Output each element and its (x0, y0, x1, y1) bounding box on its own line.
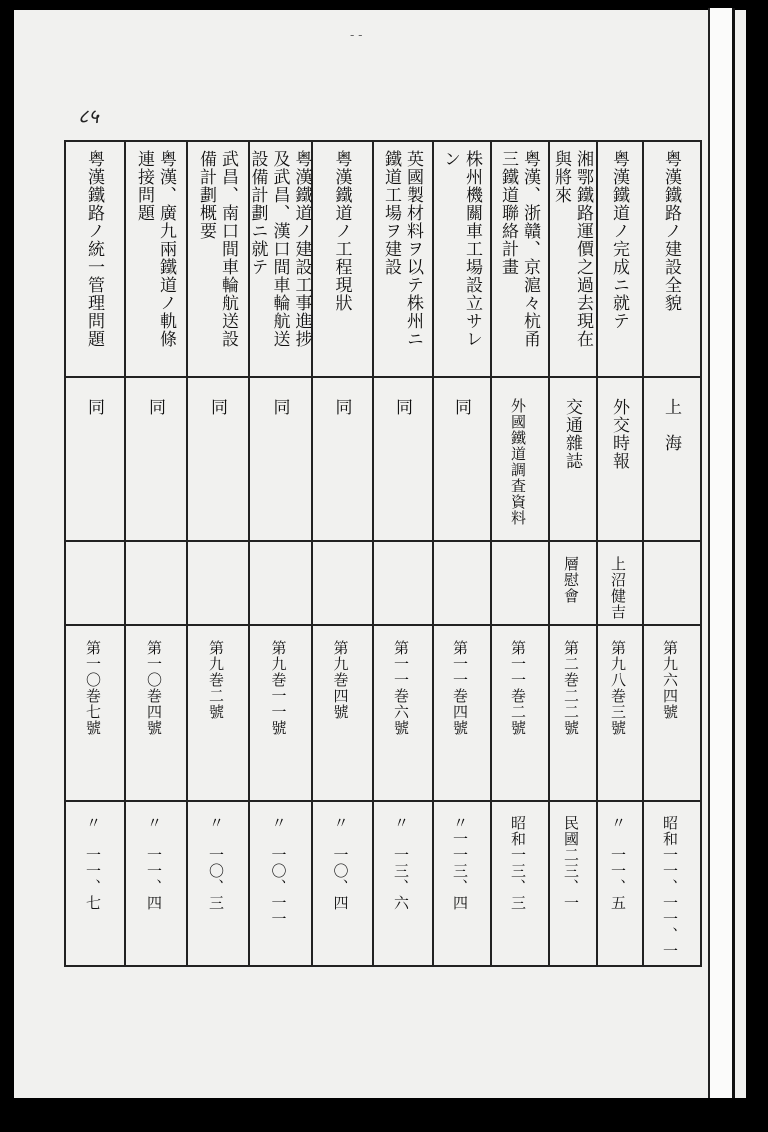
entry-date: 昭和一一、一一、一 (661, 815, 679, 959)
column-rule-4 (490, 140, 492, 966)
entry-date: 〃 一〇、三 (207, 815, 225, 911)
entry-volume: 第一〇巻四號 (145, 640, 163, 736)
entry-title-line: 粤漢、廣九兩鐵道ノ軌條 (156, 150, 176, 348)
entry-volume: 第九巻四號 (331, 640, 350, 720)
entry-title-line: 及武昌、漢口間車輪航送 (269, 150, 290, 348)
entry-title-line: 粤漢、浙贛、京滬々杭甬 (520, 150, 540, 348)
column-rule-10 (124, 140, 126, 966)
column-rule-2 (596, 140, 598, 966)
entry-source: 同 (331, 398, 352, 416)
entry-volume: 第九巻二號 (207, 640, 225, 720)
entry-volume: 第九巻一一號 (269, 640, 288, 736)
entry-volume: 第一一巻二號 (509, 640, 527, 736)
entry-title-line: 株州機關車工場設立サレ (462, 150, 482, 348)
column-rule-9 (186, 140, 188, 966)
rule-volume-bottom (64, 800, 702, 802)
column-rule-1 (642, 140, 644, 966)
entry-volume: 第二巻二二號 (562, 640, 580, 736)
entry-source: 同 (84, 398, 104, 416)
entry-title-line: 粤漢鐵道ノ建設工事進捗 (291, 150, 312, 348)
entry-title-line: 粤漢鐵路ノ統一管理問題 (84, 150, 104, 348)
entry-author: 上沼健吉 (609, 556, 627, 620)
entry-date: 〃 一〇、四 (331, 815, 350, 911)
entry-source: 交通雜誌 (562, 398, 582, 470)
entry-title-line: 粤漢鐵道ノ工程現狀 (331, 150, 352, 312)
entry-title-line: 粤漢鐵路ノ建設全貌 (661, 150, 681, 312)
entry-title-line: ン (440, 150, 460, 168)
column-rule-5 (432, 140, 434, 966)
entry-source: 上 海 (661, 398, 681, 452)
entry-source: 同 (392, 398, 412, 416)
entry-title-line: 粤漢鐵道ノ完成ニ就テ (609, 150, 629, 330)
entry-title-line: 連接問題 (134, 150, 154, 222)
entry-date: 〃 一一、五 (609, 815, 627, 911)
entry-volume: 第一〇巻七號 (84, 640, 102, 736)
entry-volume: 第九八巻三號 (609, 640, 627, 736)
entry-title-line: 設備計劃ニ就テ (247, 150, 268, 276)
column-rule-11 (64, 140, 66, 966)
column-rule-6 (372, 140, 374, 966)
column-rule-0 (700, 140, 702, 966)
entry-date: 〃 一一、七 (84, 815, 102, 911)
entry-source: 同 (269, 398, 290, 416)
rule-top (64, 140, 702, 142)
entry-date: 〃 一〇、一一 (269, 815, 288, 927)
entry-source: 外交時報 (609, 398, 629, 470)
rule-title-bottom (64, 376, 702, 378)
entry-date: 〃 一三、六 (392, 815, 410, 911)
entry-date: 民國二三、一 (562, 815, 580, 911)
entry-title-line: 武昌、南口間車輪航送設 (218, 150, 238, 348)
entry-source: 同 (207, 398, 227, 416)
entry-volume: 第九六四號 (661, 640, 679, 720)
entry-volume: 第一一巻六號 (392, 640, 410, 736)
entry-date: 〃一一三、四 (451, 815, 469, 911)
rule-author-bottom (64, 624, 702, 626)
entry-source: 同 (451, 398, 471, 416)
column-rule-3 (548, 140, 550, 966)
entry-title-line: 三鐵道聯絡計畫 (498, 150, 518, 276)
entry-title-line: 備計劃概要 (196, 150, 216, 240)
entry-title-line: 與將來 (551, 150, 571, 204)
page-edge-strip (708, 8, 735, 1098)
entry-date: 〃 一一、四 (145, 815, 163, 911)
entry-author: 層慰會 (562, 556, 580, 604)
rule-source-bottom (64, 540, 702, 542)
entry-title-line: 湘鄂鐵路運價之過去現在 (573, 150, 593, 348)
entry-volume: 第一一巻四號 (451, 640, 469, 736)
page-number: - - (350, 28, 363, 42)
entry-title-line: 鐵道工場ヲ建設 (381, 150, 401, 276)
entry-title-line: 英國製材料ヲ以テ株州ニ (403, 150, 423, 348)
folio-mark: ८५ (78, 104, 99, 128)
entry-source: 同 (145, 398, 165, 416)
entry-date: 昭和一三、三 (509, 815, 527, 911)
entry-source: 外國鐵道調査資料 (509, 398, 527, 526)
rule-bottom (64, 965, 702, 967)
